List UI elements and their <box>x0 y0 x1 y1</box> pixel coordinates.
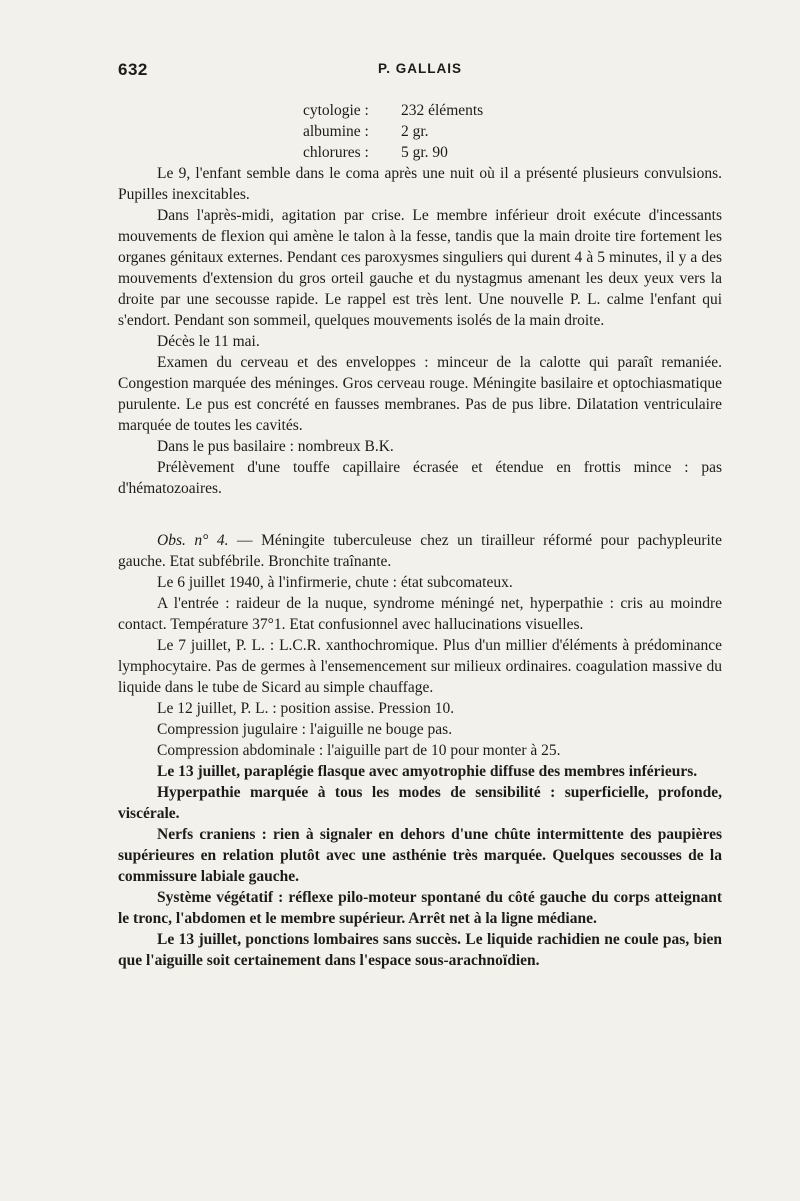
observation-heading <box>118 530 722 572</box>
lab-result-line <box>303 142 722 163</box>
paragraph: Compression jugulaire : l'aiguille ne bouge pas. <box>157 721 453 738</box>
lab-result-label: albumine : <box>303 123 369 140</box>
paragraph-bold: Nerfs craniens : rien à signaler en dehors d'une chûte intermittente des paupières supérieures en relation plutôt avec une asthénie très marquée. Quelques secousses de la commissure labiale gauche. <box>118 826 722 885</box>
observation-label: Obs. n° 4. <box>157 532 229 549</box>
paragraph-bold: Le 13 juillet, paraplégie flasque avec amyotrophie diffuse des membres inférieurs. <box>157 763 698 780</box>
paragraph: Le 7 juillet, P. L. : L.C.R. xanthochromique. Plus d'un millier d'éléments à prédominance lymphocytaire. Pas de germes à l'ensemencement sur milieux ordinaires. coagulation massive du liquide dans le tube de Sicard au simple chauffage. <box>118 637 722 696</box>
paragraph-bold: Système végétatif : réflexe pilo-moteur spontané du côté gauche du corps atteignant le tronc, l'abdomen et le membre supérieur. Arrêt net à la ligne médiane. <box>118 889 722 927</box>
paragraph: Examen du cerveau et des enveloppes : minceur de la calotte qui paraît remaniée. Congestion marquée des méninges. Gros cerveau rouge. Méningite basilaire et optochiasmatique purulente. Le pus est concrété en fausses membranes. Pas de pus libre. Dilatation ventriculaire marquée de toutes les cavités. <box>118 354 722 434</box>
body-text <box>118 100 722 971</box>
paragraph: Dans l'après-midi, agitation par crise. Le membre inférieur droit exécute d'incessants mouvements de flexion qui amène le talon à la fesse, tandis que la main droite tire fortement les organes génitaux externes. Pendant ces paroxysmes singuliers qui durent 4 à 5 minutes, il y a des mouvements d'extension du gros orteil gauche et du nystagmus amenant les deux yeux vers la droite par une secousse rapide. Le rappel est très lent. Une nouvelle P. L. calme l'enfant qui s'endort. Pendant son sommeil, quelques mouvements isolés de la main droite. <box>118 207 722 329</box>
page-header <box>118 60 722 84</box>
paragraph: Le 6 juillet 1940, à l'infirmerie, chute : état subcomateux. <box>157 574 513 591</box>
paragraph-bold: Le 13 juillet, ponctions lombaires sans succès. Le liquide rachidien ne coule pas, bien que l'aiguille soit certainement dans l'espace sous-arachnoïdien. <box>118 931 722 969</box>
page-number: 632 <box>118 60 148 79</box>
observation-intro: — Méningite tuberculeuse chez un tirailleur réformé pour pachypleurite gauche. Etat subfébrile. Bronchite traînante. <box>118 532 722 570</box>
paragraph-bold: Hyperpathie marquée à tous les modes de sensibilité : superficielle, profonde, viscérale. <box>118 784 722 822</box>
paragraph: Décès le 11 mai. <box>157 333 260 350</box>
lab-result-label: chlorures : <box>303 144 369 161</box>
paragraph: A l'entrée : raideur de la nuque, syndrome méningé net, hyperpathie : cris au moindre contact. Température 37°1. Etat confusionnel avec hallucinations visuelles. <box>118 595 722 633</box>
paragraph: Le 9, l'enfant semble dans le coma après une nuit où il a présenté plusieurs convulsions. Pupilles inexcitables. <box>118 165 722 203</box>
lab-result-label: cytologie : <box>303 102 369 119</box>
lab-result-value: 232 éléments <box>401 102 484 119</box>
lab-result-line <box>303 121 722 142</box>
paragraph: Prélèvement d'une touffe capillaire écrasée et étendue en frottis mince : pas d'hématozoaires. <box>118 459 722 497</box>
lab-result-value: 5 gr. 90 <box>401 144 448 161</box>
running-head: P. GALLAIS <box>377 61 462 76</box>
lab-result-line <box>303 100 722 121</box>
lab-results <box>118 100 722 163</box>
paragraph: Compression abdominale : l'aiguille part de 10 pour monter à 25. <box>157 742 561 759</box>
lab-result-value: 2 gr. <box>401 123 429 140</box>
paragraph: Dans le pus basilaire : nombreux B.K. <box>157 438 394 455</box>
paragraph: Le 12 juillet, P. L. : position assise. Pression 10. <box>157 700 455 717</box>
